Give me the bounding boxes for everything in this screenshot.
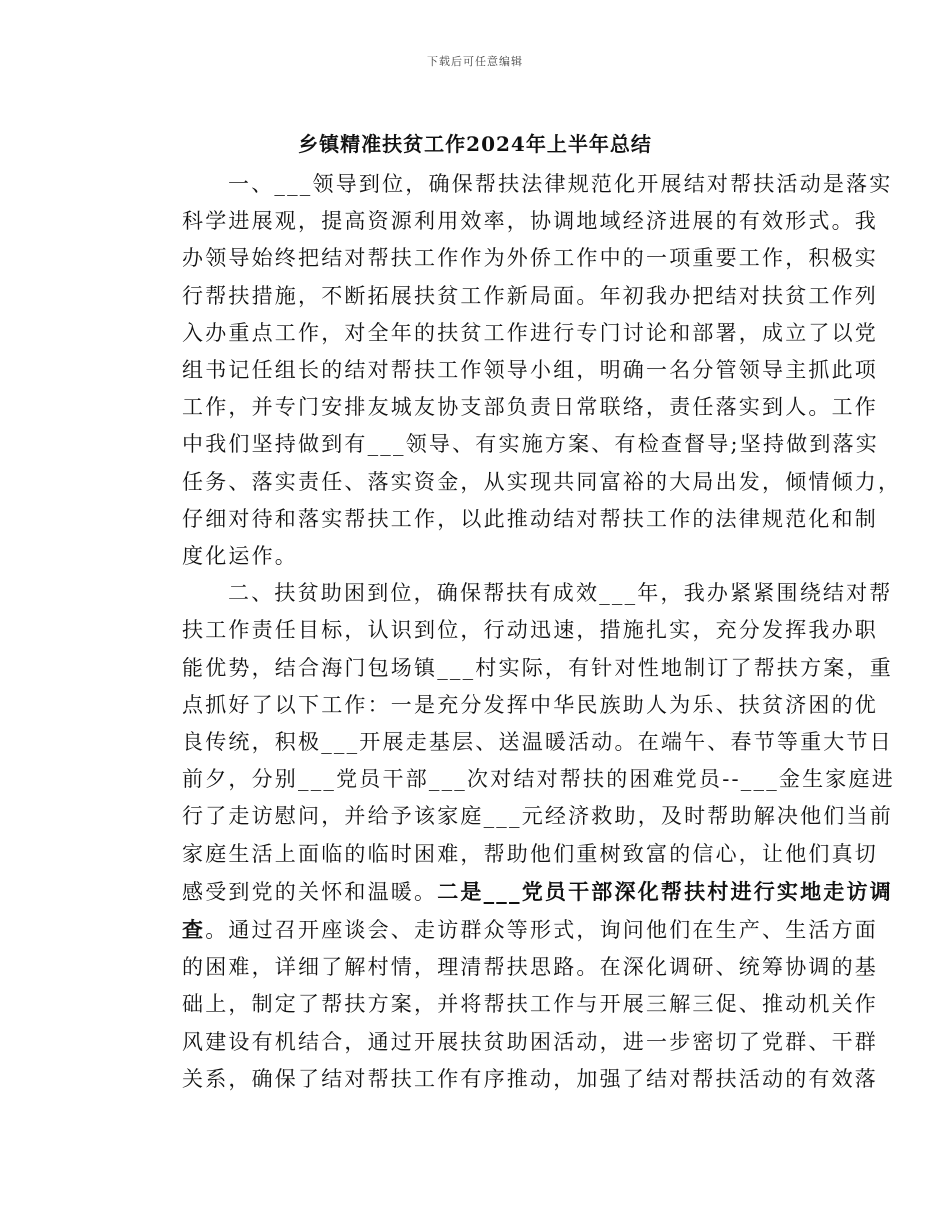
paragraph-2-bold-text: 查 bbox=[182, 917, 206, 943]
paragraph-1-line: 仔细对待和落实帮扶工作，以此推动结对帮扶工作的法律规范化和制 bbox=[182, 506, 878, 531]
paragraph-1-line: 科学进展观，提高资源利用效率，协调地域经济进展的有效形式。我 bbox=[182, 209, 878, 234]
paragraph-2-line: 扶工作责任目标，认识到位，行动迅速，措施扎实，充分发挥我办职 bbox=[182, 618, 878, 643]
paragraph-2 bbox=[140, 575, 895, 1098]
paragraph-1-line: 中我们坚持做到有___领导、有实施方案、有检查督导;坚持做到落实 bbox=[182, 432, 879, 457]
paragraph-1 bbox=[140, 166, 902, 575]
document-title: 乡镇精准扶贫工作2024年上半年总结 bbox=[298, 132, 652, 156]
paragraph-2-line: 行了走访慰问，并给予该家庭___元经济救助，及时帮助解决他们当前 bbox=[182, 804, 893, 829]
paragraph-2-line: 风建设有机结合，通过开展扶贫助困活动，进一步密切了党群、干群 bbox=[182, 1029, 878, 1054]
paragraph-2-text: 感受到党的关怀和温暖。 bbox=[182, 879, 438, 904]
paragraph-2-line: 础上，制定了帮扶方案，并将帮扶工作与开展三解三促、推动机关作 bbox=[182, 992, 878, 1017]
paragraph-1-line: 办领导始终把结对帮扶工作作为外侨工作中的一项重要工作，积极实 bbox=[182, 246, 878, 271]
paragraph-2-line: 良传统，积极___开展走基层、送温暖活动。在端午、春节等重大节日 bbox=[182, 730, 893, 755]
paragraph-1-line: 一、___领导到位，确保帮扶法律规范化开展结对帮扶活动是落实 bbox=[228, 172, 893, 196]
paragraph-1-line: 度化运作。 bbox=[182, 544, 298, 569]
paragraph-2-line: 能优势，结合海门包场镇___村实际，有针对性地制订了帮扶方案，重 bbox=[182, 655, 893, 680]
header-note: 下载后可任意编辑 bbox=[427, 55, 523, 68]
paragraph-2-line: 二、扶贫助困到位，确保帮扶有成效___年，我办紧紧围绕结对帮 bbox=[228, 581, 893, 606]
paragraph-2-line: 关系，确保了结对帮扶工作有序推动，加强了结对帮扶活动的有效落 bbox=[182, 1066, 878, 1091]
paragraph-1-line: 工作，并专门安排友城友协支部负责日常联络，责任落实到人。工作 bbox=[182, 395, 878, 420]
document-body bbox=[140, 166, 902, 1098]
paragraph-1-line: 任务、落实责任、落实资金，从实现共同富裕的大局出发，倾情倾力， bbox=[182, 469, 902, 494]
paragraph-1-line: 组书记任组长的结对帮扶工作领导小组，明确一名分管领导主抓此项 bbox=[182, 358, 878, 383]
paragraph-2-line-mixed bbox=[140, 911, 879, 949]
paragraph-2-line: 点抓好了以下工作：一是充分发挥中华民族助人为乐、扶贫济困的优 bbox=[182, 692, 878, 717]
paragraph-2-line-mixed bbox=[140, 873, 893, 911]
paragraph-2-line: 前夕，分别___党员干部___次对结对帮扶的困难党员--___金生家庭进 bbox=[182, 767, 895, 792]
paragraph-2-line: 家庭生活上面临的临时困难，帮助他们重树致富的信心，让他们真切 bbox=[182, 841, 878, 866]
paragraph-1-line: 入办重点工作，对全年的扶贫工作进行专门讨论和部署，成立了以党 bbox=[182, 320, 878, 345]
paragraph-1-line: 行帮扶措施，不断拓展扶贫工作新局面。年初我办把结对扶贫工作列 bbox=[182, 283, 878, 308]
paragraph-2-line: 的困难，详细了解村情，理清帮扶思路。在深化调研、统筹协调的基 bbox=[182, 955, 878, 980]
paragraph-2-text: 。通过召开座谈会、走访群众等形式，询问他们在生产、生活方面 bbox=[205, 918, 879, 943]
paragraph-2-bold-text: 二是___党员干部深化帮扶村进行实地走访调 bbox=[437, 878, 893, 904]
